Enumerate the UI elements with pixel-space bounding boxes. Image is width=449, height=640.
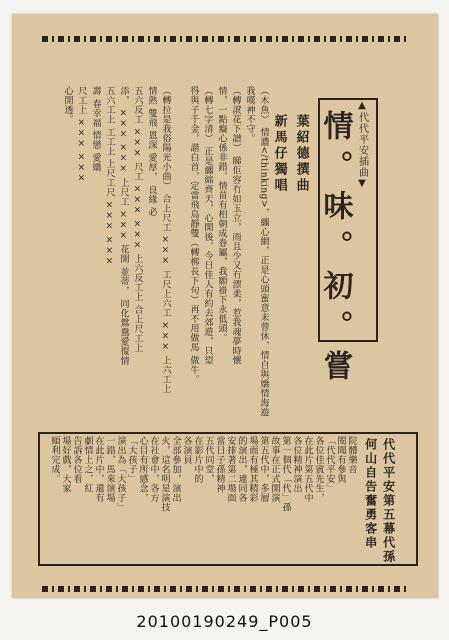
lyricist: 葉紹德撰曲 xyxy=(293,114,309,194)
advert-headline: 代代平安第五幕代孫 xyxy=(381,438,396,564)
advert-text-line: 場好戲，大家 xyxy=(60,436,71,493)
advert-text-line: 心目有所感念， xyxy=(137,436,148,503)
song-title: 情。味。初。嘗 xyxy=(317,110,353,390)
bottom-decorative-border xyxy=(42,586,408,592)
advert-text-line: 全部參加，演出 xyxy=(170,436,181,503)
lyric-line: 情，一點癡心係非錯，情苗有相朝成眷屬，我願褂下永低頭。 xyxy=(216,86,227,343)
advert-text-line: 在社會中，各方 xyxy=(148,436,159,503)
advert-text-line: 閱聞有參與 xyxy=(335,436,346,484)
advert-text-line: 「代代平安」 xyxy=(324,436,335,493)
advert-text-line: 安排著第二場面 xyxy=(225,436,236,503)
advert-text-line: 一錯，馬來演場 xyxy=(104,436,115,503)
advert-text-line: 「大孩子」 xyxy=(126,436,137,484)
advert-text-line: 火，這名明星演技 xyxy=(159,436,170,512)
lyric-line: 五六反工 ××× 尺工 ××× ××× 上六反工上 合上尺工上 xyxy=(132,86,143,353)
advert-text-line: 場面有極其精彩 xyxy=(247,436,258,503)
advert-text-line: 第五代中，多層 xyxy=(258,436,269,503)
lyric-line: 情熟 雙飛 恩深 愛厚， 良緣 必 xyxy=(146,86,157,217)
advert-text-line: 在此片第五代中 xyxy=(302,436,313,503)
advert-text-line: 院體樂音 xyxy=(346,436,357,474)
advert-text-line: 演出為「大孩子」 xyxy=(115,436,126,512)
advert-text-line: 在影片中的 xyxy=(192,436,203,484)
singers: 新馬仔獨唱 xyxy=(271,114,287,194)
lyric-line: 得與子千金，諧白首，定當飛鳥靜雙（轉梆長下句）再不用做馬 做牛。 xyxy=(188,86,199,384)
lyric-line: 心開透。 xyxy=(62,86,73,124)
advert-text-line: 各位精神演出 xyxy=(291,436,302,493)
lyric-line: 壽 春幸福 情戀 愛嬌 xyxy=(90,86,101,173)
advert-text-line: 的演出，連同各 xyxy=(236,436,247,503)
advert-text-line: 告訴各位看 xyxy=(71,436,82,484)
document-page xyxy=(12,14,438,598)
advert-text-line: 在此片中，還有 xyxy=(93,436,104,503)
lyric-line: 五六工上 工工上 上尺工尺 ××× ××× xyxy=(104,86,115,267)
advert-text-line: 各演員 xyxy=(181,436,192,465)
advert-text-line: 五代同堂， xyxy=(203,436,214,484)
advert-text-line: 第一個代「代」孫 xyxy=(280,436,291,512)
lyric-line: （轉拉是我俗陽光小曲） 合上尺工 ××× 工尺上六工 ××× 上六工上 xyxy=(160,86,171,394)
lyric-line: （轉七字清） 正是纏綿齊天，心開後，今日佳人有約去郊遊，只望 xyxy=(202,86,213,365)
advert-subhead: 何山自告奮勇客串 xyxy=(363,438,378,550)
lyric-line: 尺工上 ××× ××× xyxy=(76,86,87,185)
archive-caption: 20100190249_P005 xyxy=(136,612,313,631)
top-decorative-border xyxy=(42,36,408,42)
advert-text-line: 劇情上之，紅 xyxy=(82,436,93,493)
advert-text-line: 故事在正式開演 xyxy=(269,436,280,503)
advert-text-line: 當日子孫精神 xyxy=(214,436,225,493)
advert-text-line: 各位佳賓先生， xyxy=(313,436,324,503)
lyric-line: （木魚） 情濃</thinking>，纏心網，正是心頭蜜意未曾休，情自與嬌情海遊 xyxy=(258,86,269,417)
lyric-line: 我嘆神不守。 xyxy=(244,86,255,143)
series-label: ▲代代平安插曲▼ xyxy=(356,100,368,190)
lyric-line: （轉滾花下譜） 睇佢容冇如玉立，雨且少又冇漂柔，惹我魂夢時懷 xyxy=(230,86,241,365)
lyric-line: 添， ××× ××× 上尺工 ××× 花開 並蒂， 同化鴛鴦愛復情 xyxy=(118,86,129,366)
advert-text-line: 順利完成。 xyxy=(49,436,60,484)
